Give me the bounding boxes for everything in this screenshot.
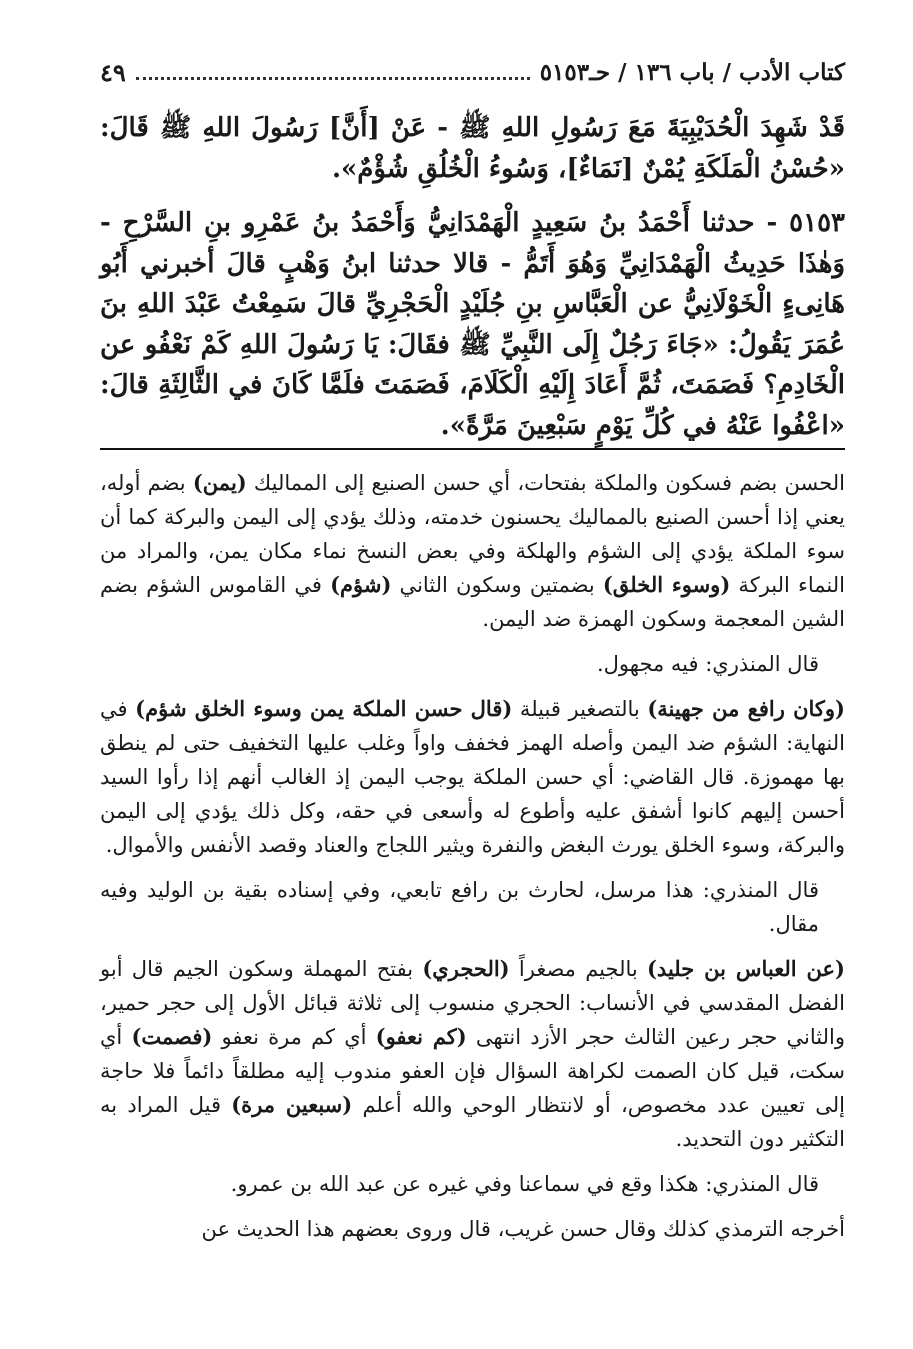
dotted-leader [136,75,530,80]
hadith-continuation: قَدْ شَهِدَ الْحُدَيْبِيَةَ مَعَ رَسُولِ اللهِ ﷺ - عَنْ [أَنَّ] رَسُولَ اللهِ ﷺ قَالَ: «حُسْنُ الْمَلَكَةِ يُمْنٌ [نَمَاءٌ]، وَسُوءُ الْخُلُقِ شُؤْمٌ». [100,113,845,184]
note-text: بالتصغير قبيلة [512,697,648,721]
note-1 [100,466,845,636]
note-text: قيل المراد به التكثير دون التحديد. [100,1093,845,1151]
note-6: قال المنذري: هكذا وقع في سماعنا وفي غيره عن عبد الله بن عمرو. [230,1172,819,1196]
note-keyword: (فصمت) [131,1024,213,1049]
commentary [100,466,845,1257]
note-text: بضم أوله، يعني إذا أحسن الصنيع بالمماليك يحسنون خدمته، وذلك يؤدي إلى اليمن والبركة كما أن سوء الملكة يؤدي إلى الشؤم والهلكة وفي بعض النسخ نماء مكان يمن، والمراد من النماء البركة [100,471,846,597]
note-keyword: (سبعين مرة) [231,1092,353,1117]
note-keyword: (عن العباس بن جليد) [647,956,845,981]
hadith-number: ٥١٥٣ [789,208,845,238]
note-text: في النهاية: الشؤم ضد اليمن وأصله الهمز فخفف واواً وغلب عليها التخفيف حتى لم ينطق بها مهموزة. قال القاضي: أي حسن الملكة يوجب اليمن إذ الغالب أنهم إذا رأوا السيد أحسن إليهم كانوا أشفق عليه وأطوع له وأسعى في حقه، وكل ذلك يؤدي إلى اليمن والبركة، وسوء الخلق يورث البغض والنفرة ويثير اللجاج والعناد وقصد الأنفس والأموال. [100,697,845,857]
note-keyword: (قال حسن الملكة يمن وسوء الخلق شؤم) [135,696,513,721]
running-title: كتاب الأدب / باب ١٣٦ / حـ٥١٥٣ [539,58,845,86]
note-keyword: (كم نعفو) [375,1024,467,1049]
note-keyword: (وسوء الخلق) [602,572,731,597]
note-keyword: (الحجري) [422,956,510,981]
note-5 [100,952,845,1156]
note-text: بالجيم مصغراً [509,957,647,981]
note-text: أي كم مرة نعفو [212,1025,376,1049]
page-header [100,52,845,92]
separator-line [100,448,845,450]
note-keyword: (يمن) [192,470,247,495]
note-keyword: (شؤم) [330,572,392,597]
note-text: أي سكت، قيل كان الصمت لكراهة السؤال فإن العفو مندوب إليه مطلقاً دائماً فلا حاجة إلى تعيين عدد مخصوص، أو لانتظار الوحي والله أعلم [100,1025,845,1117]
note-3 [100,692,845,862]
page-number: ٤٩ [100,57,126,87]
note-text: في القاموس الشؤم بضم الشين المعجمة وسكون الهمزة ضد اليمن. [100,573,845,631]
note-text: بفتح المهملة وسكون الجيم قال أبو الفضل المقدسي في الأنساب: الحجري منسوب إلى ثلاثة قبائل الأول إلى حجر حمير، والثاني حجر رعين الثالث حجر الأزد انتهى [100,957,846,1049]
note-text: بضمتين وسكون الثاني [391,573,603,597]
note-text: الحسن بضم فسكون والملكة بفتحات، أي حسن الصنيع إلى المماليك [246,471,845,495]
note-2: قال المنذري: فيه مجهول. [596,652,819,676]
hadith-5153 [100,203,845,446]
note-7: أخرجه الترمذي كذلك وقال حسن غريب، قال وروى بعضهم هذا الحديث عن [201,1217,845,1241]
note-keyword: (وكان رافع من جهينة) [647,696,845,721]
note-4: قال المنذري: هذا مرسل، لحارث بن رافع تابعي، وفي إسناده بقية بن الوليد وفيه مقال. [100,878,819,936]
hadith-text: - حدثنا أَحْمَدُ بنُ سَعِيدٍ الْهَمْدَانِيُّ وَأَحْمَدُ بنُ عَمْرِو بنِ السَّرْحِ - وَهٰذَا حَدِيثُ الْهَمْدَانِيِّ وَهُوَ أَتَمُّ - قالا حدثنا ابنُ وَهْبٍ قالَ أخبرني أَبُو هَانِىءٍ الْخَوْلَانِيُّ عن الْعَبَّاسِ بنِ جُلَيْدٍ الْحَجْرِيِّ قالَ سَمِعْتُ عَبْدَ اللهِ بنَ عُمَرَ يَقُولُ: «جَاءَ رَجُلٌ إِلَى النَّبِيِّ ﷺ فقَالَ: يَا رَسُولَ اللهِ كَمْ نَعْفُو عن الْخَادِمِ؟ فَصَمَتَ، ثُمَّ أَعَادَ إِلَيْهِ الْكَلَامَ، فَصَمَتَ فلَمَّا كَانَ في الثَّالِثَةِ قالَ: «اعْفُوا عَنْهُ في كُلِّ يَوْمٍ سَبْعِينَ مَرَّةً». [100,208,845,441]
main-text [100,108,845,454]
